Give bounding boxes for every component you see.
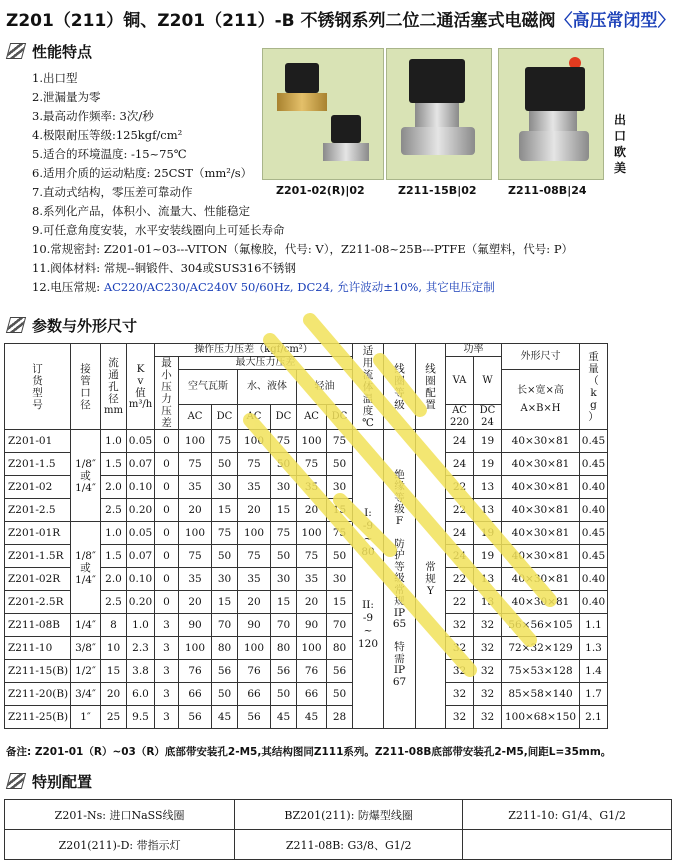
table-cell: 100 [179,522,212,545]
table-cell: 32 [446,637,474,660]
table-cell: 50 [327,545,353,568]
table-cell: 1.4 [580,660,608,683]
table-row [5,522,608,545]
table-cell: 15 [101,660,127,683]
table-cell: 32 [446,706,474,729]
header-dimension: 外形尺寸 [502,344,580,370]
table-cell: 3 [155,706,179,729]
table-cell: 22 [446,476,474,499]
table-row [5,683,608,706]
table-cell: 25 [101,706,127,729]
header-max-pressure: 最大压力压差 [179,357,353,370]
table-cell: 1.0 [101,522,127,545]
table-cell: Z201-1.5 [5,453,71,476]
table-cell: 85×58×140 [502,683,580,706]
table-cell: 0.40 [580,499,608,522]
product-photo-1 [262,48,384,180]
table-cell: 35 [297,476,327,499]
header-min-pressure: 最 小 压 力 压 差 [155,357,179,430]
table-cell: 1.5 [101,453,127,476]
features-section-header: 性能特点 [8,40,92,62]
page-title: Z201（211）铜、Z201（211）-B 不锈钢系列二位二通活塞式电磁阀〈高压常闭型〉 [6,11,675,31]
table-cell: Z201-2.5R [5,591,71,614]
table-cell: 20 [297,499,327,522]
table-cell: 3/8″ [71,637,101,660]
coil-config-cell: 常 规 Y [416,430,446,729]
table-cell: 56 [179,706,212,729]
table-cell: 75 [179,453,212,476]
special-item: Z211-10: G1/4、G1/2 [463,800,672,830]
table-cell: 75 [297,453,327,476]
feature-item: 8.系列化产品，体积小、流量大、性能稳定 [32,204,250,218]
table-cell: 45 [297,706,327,729]
table-cell: 28 [327,706,353,729]
header-config: 线 圈 配 置 [416,344,446,430]
special-item: BZ201(211): 防爆型线圈 [235,800,463,830]
table-cell: 50 [327,453,353,476]
table-cell: 24 [446,522,474,545]
table-cell: 13 [474,476,502,499]
table-cell: 75 [271,430,297,453]
header-va: VA [446,357,474,405]
table-cell: 6.0 [127,683,155,706]
table-cell: Z211-20(B) [5,683,71,706]
table-cell: 80 [327,637,353,660]
table-cell: 0 [155,522,179,545]
header-air: 空气瓦斯 [179,370,238,405]
table-cell: 75 [212,430,238,453]
product-photo-3 [498,48,604,180]
header-weight: 重 量 （ k g ） [580,344,608,430]
table-cell: 30 [327,568,353,591]
table-cell: 75×53×128 [502,660,580,683]
table-cell: 0 [155,591,179,614]
table-cell: 15 [327,499,353,522]
table-cell: 1.0 [101,430,127,453]
table-cell: 32 [474,660,502,683]
table-cell: 40×30×81 [502,453,580,476]
table-cell: 40×30×81 [502,568,580,591]
table-cell: 72×32×129 [502,637,580,660]
table-cell: 0.10 [127,476,155,499]
table-cell: 20 [101,683,127,706]
table-cell: 1.1 [580,614,608,637]
header-ac220: AC 220 [446,405,474,430]
table-cell: 15 [271,499,297,522]
table-cell: 1.5 [101,545,127,568]
table-cell: 3 [155,637,179,660]
table-cell: 76 [179,660,212,683]
table-cell: 2.5 [101,591,127,614]
header-coil: 线 圈 等 级 [384,344,416,430]
special-item: Z211-08B: G3/8、G1/2 [235,830,463,860]
export-label: 出 口 欧 美 [613,113,626,175]
table-cell: 32 [474,637,502,660]
table-cell: 1/4″ [71,614,101,637]
table-cell: 0 [155,476,179,499]
table-cell: 75 [327,522,353,545]
table-cell: Z201-2.5 [5,499,71,522]
table-cell: 56 [327,660,353,683]
table-cell: 40×30×81 [502,522,580,545]
table-row [5,430,608,453]
table-cell: 22 [446,591,474,614]
special-section-header: 特别配置 [8,770,92,792]
section-marker-icon [6,317,26,333]
table-cell: 0 [155,568,179,591]
section-marker-icon [6,773,26,789]
table-cell: 32 [474,614,502,637]
table-cell: 24 [446,453,474,476]
table-cell: 75 [238,545,271,568]
table-cell: 40×30×81 [502,545,580,568]
table-cell: 56 [271,660,297,683]
table-cell: 10 [101,637,127,660]
table-cell: 100 [179,637,212,660]
table-cell: 20 [179,499,212,522]
table-cell: 35 [238,568,271,591]
feature-item: 3.最高动作频率: 3次/秒 [32,109,154,123]
table-cell: 0 [155,453,179,476]
table-cell: 0.10 [127,568,155,591]
header-port: 接 管 口 径 [71,344,101,430]
table-cell: 0.45 [580,430,608,453]
table-cell: 75 [297,545,327,568]
table-cell: 100 [297,637,327,660]
table-cell: 100 [179,430,212,453]
special-item: Z201(211)-D: 带指示灯 [5,830,235,860]
table-cell: 9.5 [127,706,155,729]
table-cell: 13 [474,568,502,591]
photo-caption-3: Z211-08B|24 [508,184,587,197]
params-section-header: 参数与外形尺寸 [8,314,137,336]
table-cell: Z211-10 [5,637,71,660]
table-cell: Z211-15(B) [5,660,71,683]
table-cell: 100 [238,430,271,453]
table-cell: 15 [327,591,353,614]
special-config-table [4,799,672,860]
table-cell: 0.40 [580,568,608,591]
feature-item: 7.直动式结构，零压差可靠动作 [32,185,193,199]
table-cell: 90 [238,614,271,637]
table-cell: 76 [238,660,271,683]
table-cell: 56 [238,706,271,729]
table-cell: 100 [297,522,327,545]
feature-item: 11.阀体材料: 常规--铜锻件、304或SUS316不锈钢 [32,261,296,275]
header-model: 订 货 型 号 [5,344,71,430]
table-cell: 0.20 [127,499,155,522]
table-cell: 2.5 [101,499,127,522]
table-cell: 24 [446,430,474,453]
port-group-cell: 1/8″ 或 1/4″ [71,522,101,614]
table-cell: 35 [179,568,212,591]
table-cell: 2.0 [101,568,127,591]
table-cell: 3 [155,614,179,637]
feature-item: 9.可任意角度安装，水平安装线圈向上可延长寿命 [32,223,285,237]
table-row [5,637,608,660]
header-orifice: 流 通 孔 径 mm [101,344,127,430]
table-cell: 40×30×81 [502,476,580,499]
table-cell: 45 [271,706,297,729]
table-cell: 50 [271,545,297,568]
table-cell: 0.07 [127,545,155,568]
spec-table [4,343,608,729]
table-cell: Z201-01 [5,430,71,453]
table-cell: 8 [101,614,127,637]
header-oil: 轻油 [297,370,353,405]
feature-item: 5.适合的环境温度: -15~75℃ [32,147,187,161]
table-cell: 35 [238,476,271,499]
photo-caption-1: Z201-02(R)|02 [276,184,365,197]
table-cell: 40×30×81 [502,591,580,614]
table-cell: 0.45 [580,522,608,545]
table-cell: 1/2″ [71,660,101,683]
header-power: 功率 [446,344,502,357]
table-cell: 70 [271,614,297,637]
table-cell: 100×68×150 [502,706,580,729]
header-kv: K v 值 m³/h [127,344,155,430]
port-group-cell: 1/8″ 或 1/4″ [71,430,101,522]
table-cell: 1″ [71,706,101,729]
table-cell: 30 [212,476,238,499]
feature-item: 12.电压常规: AC220/AC230/AC240V 50/60Hz, DC24, 允许波动±10%, 其它电压定制 [32,280,495,294]
header-dc: DC [271,405,297,430]
header-ac: AC [297,405,327,430]
table-cell: 1.0 [127,614,155,637]
table-cell: 3 [155,660,179,683]
table-cell: 2.0 [101,476,127,499]
table-cell: Z201-01R [5,522,71,545]
table-cell: 3.8 [127,660,155,683]
table-cell: Z201-02 [5,476,71,499]
table-cell: 75 [271,522,297,545]
table-cell: 22 [446,499,474,522]
feature-item: 4.极限耐压等级:125kgf/cm² [32,128,183,142]
feature-item: 10.常规密封: Z201-01~03---VITON（氟橡胶，代号: V），Z211-08~25B---PTFE（氟塑料，代号: P） [32,242,574,256]
table-cell: 2.3 [127,637,155,660]
table-cell: 15 [212,591,238,614]
table-cell: 35 [179,476,212,499]
table-cell: 0.45 [580,453,608,476]
table-cell: 0.40 [580,591,608,614]
table-cell: 15 [212,499,238,522]
table-cell: 32 [474,683,502,706]
table-cell: 3/4″ [71,683,101,706]
table-cell: 32 [474,706,502,729]
table-cell: 75 [179,545,212,568]
table-cell: 66 [297,683,327,706]
table-cell: 0 [155,499,179,522]
header-dc: DC [327,405,353,430]
table-cell: 75 [238,453,271,476]
table-cell: 66 [179,683,212,706]
table-cell: 20 [297,591,327,614]
table-cell: 0 [155,430,179,453]
table-cell: 32 [446,614,474,637]
table-cell: 22 [446,568,474,591]
header-ac: AC [179,405,212,430]
table-cell: 20 [238,499,271,522]
header-water: 水、液体 [238,370,297,405]
table-cell: 19 [474,545,502,568]
table-cell: 30 [271,568,297,591]
table-cell: 80 [212,637,238,660]
table-cell: 20 [238,591,271,614]
table-cell: 30 [327,476,353,499]
product-photo-2 [386,48,492,180]
table-cell: 50 [212,453,238,476]
table-cell: 35 [297,568,327,591]
header-ac: AC [238,405,271,430]
table-cell: 19 [474,453,502,476]
special-item [463,830,672,860]
table-cell: 32 [446,683,474,706]
table-cell: 2.1 [580,706,608,729]
table-cell: 56 [212,660,238,683]
table-cell: 75 [212,522,238,545]
table-cell: 100 [238,637,271,660]
table-row [5,706,608,729]
table-note: 备注: Z201-01（R）~03（R）底部带安装孔2-M5,其结构图同Z111系列。Z211-08B底部带安装孔2-M5,间距L=35mm。 [6,746,612,758]
table-cell: 40×30×81 [502,499,580,522]
feature-item: 6.适用介质的运动粘度: 25CST（mm²/s） [32,166,253,180]
table-cell: 1.3 [580,637,608,660]
table-cell: 30 [271,476,297,499]
header-dc: DC [212,405,238,430]
table-cell: Z201-02R [5,568,71,591]
table-cell: 0.45 [580,545,608,568]
special-item: Z201-Ns: 进口NaSS线圈 [5,800,235,830]
table-cell: 76 [297,660,327,683]
table-cell: 32 [446,660,474,683]
table-cell: 45 [212,706,238,729]
table-cell: 50 [271,453,297,476]
coil-grade-cell: 绝 缘 等 级 F 防 护 等 级 常 规 IP 65 特 需 IP 67 [384,430,416,729]
table-cell: Z211-08B [5,614,71,637]
table-cell: 90 [179,614,212,637]
table-cell: 0.07 [127,453,155,476]
table-cell: Z201-1.5R [5,545,71,568]
table-cell: 50 [212,683,238,706]
table-cell: 24 [446,545,474,568]
header-dc24: DC 24 [474,405,502,430]
header-w: W [474,357,502,405]
table-cell: 50 [271,683,297,706]
table-cell: 70 [212,614,238,637]
table-cell: 19 [474,430,502,453]
table-cell: 13 [474,499,502,522]
feature-item: 1.出口型 [32,71,78,85]
header-pressure: 操作压力压差（kgf/cm²） [155,344,353,357]
table-cell: 15 [271,591,297,614]
header-dim-detail: 长×宽×高 A×B×H [502,370,580,430]
table-cell: 20 [179,591,212,614]
photo-caption-2: Z211-15B|02 [398,184,477,197]
table-cell: 30 [212,568,238,591]
temp-cell: I: -9 ~ 80 II: -9 ~ 120 [353,430,384,729]
table-cell: 13 [474,591,502,614]
table-cell: 0.05 [127,430,155,453]
table-cell: 0.20 [127,591,155,614]
table-cell: 3 [155,683,179,706]
table-cell: 50 [327,683,353,706]
table-row [5,660,608,683]
table-cell: 0.40 [580,476,608,499]
table-cell: 100 [238,522,271,545]
table-cell: 75 [327,430,353,453]
table-cell: 56×56×105 [502,614,580,637]
header-temp: 适 用 流 体 温 度 ℃ [353,344,384,430]
table-cell: 70 [327,614,353,637]
table-cell: 80 [271,637,297,660]
table-cell: 50 [212,545,238,568]
table-cell: 40×30×81 [502,430,580,453]
table-cell: 66 [238,683,271,706]
section-marker-icon [6,43,26,59]
table-cell: 0 [155,545,179,568]
table-cell: 0.05 [127,522,155,545]
table-cell: Z211-25(B) [5,706,71,729]
table-cell: 1.7 [580,683,608,706]
feature-item: 2.泄漏量为零 [32,90,101,104]
table-cell: 100 [297,430,327,453]
table-row [5,614,608,637]
table-cell: 90 [297,614,327,637]
table-cell: 19 [474,522,502,545]
